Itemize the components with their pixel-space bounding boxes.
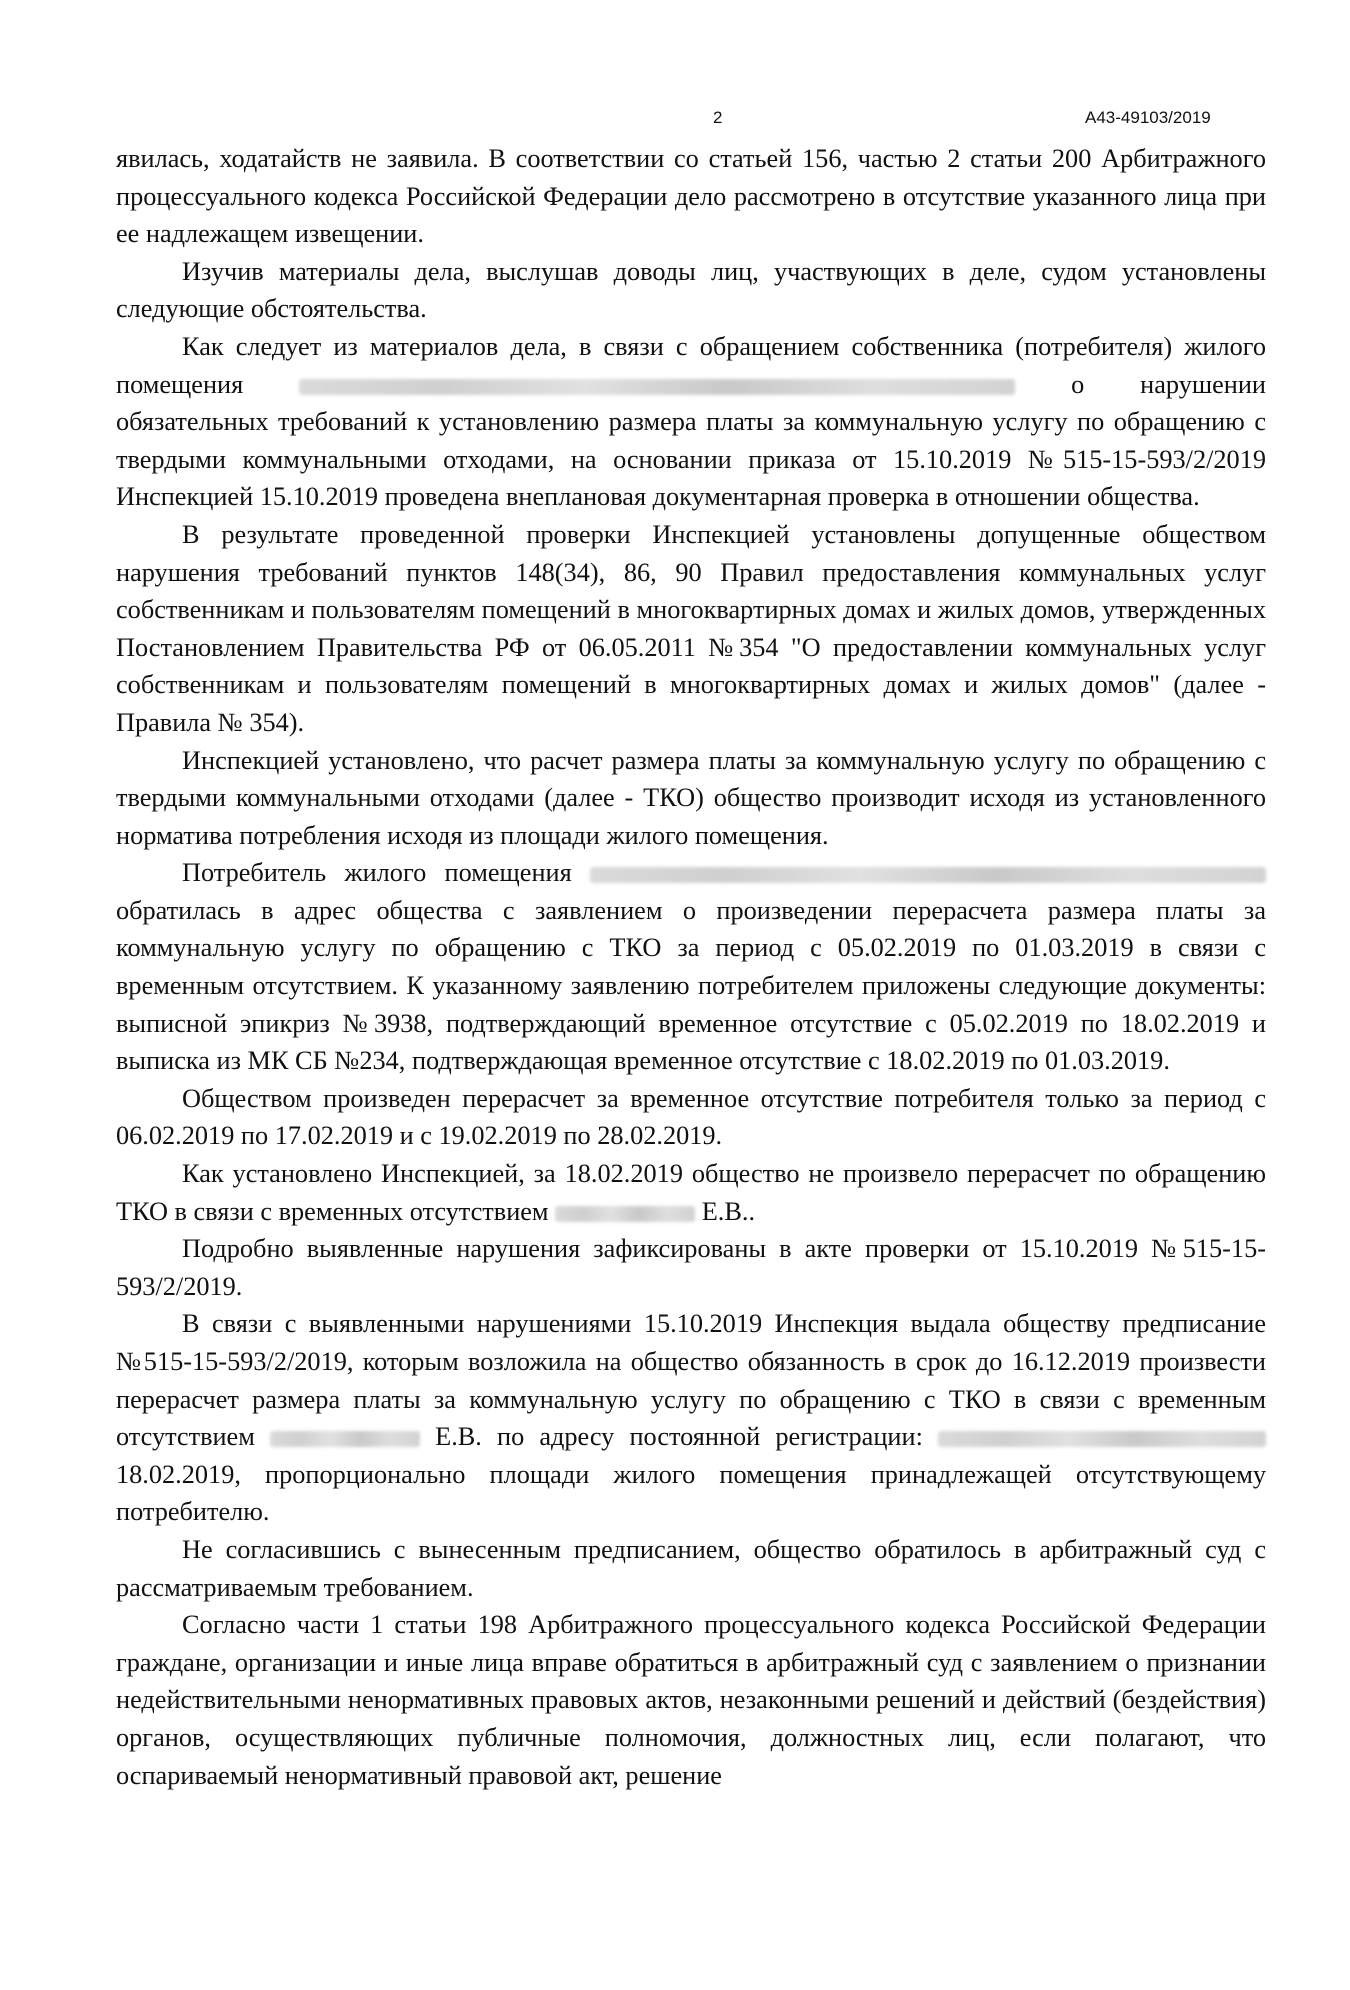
paragraph-10-text-c: 18.02.2019, пропорционально площади жилого помещения принадлежащей отсутствующему потребителю. [116,1459,1266,1527]
redacted-surname [555,1206,695,1222]
paragraph-8 [116,1155,1266,1230]
paragraph-6 [116,854,1266,1080]
paragraph-10-text-b: Е.В. по адресу постоянной регистрации: [435,1422,923,1452]
paragraph-12: Согласно части 1 статьи 198 Арбитражного процессуального кодекса Российской Федерации граждане, организации и иные лица вправе обратиться в арбитражный суд с заявлением о признании недействительными ненормативных правовых актов, незаконными решений и действий (бездействия) органов, осуществляющих публичные полномочия, должностных лиц, если полагают, что оспариваемый ненормативный правовой акт, решение [116,1610,1266,1790]
paragraph-1: явилась, ходатайств не заявила. В соответствии со статьей 156, частью 2 статьи 200 Арбитражного процессуального кодекса Российской Федерации дело рассмотрено в отсутствие указанного лица при ее надлежащем извещении. [116,144,1266,249]
paragraph-2: Изучив материалы дела, выслушав доводы лиц, участвующих в деле, судом установлены следующие обстоятельства. [116,256,1266,324]
paragraph-5: Инспекцией установлено, что расчет размера платы за коммунальную услугу по обращению с твердыми коммунальными отходами (далее - ТКО) общество производит исходя из установленного норматива потребления исходя из площади жилого помещения. [116,745,1266,850]
paragraph-11: Не согласившись с вынесенным предписанием, общество обратилось в арбитражный суд с рассматриваемым требованием. [116,1534,1266,1602]
paragraph-9: Подробно выявленные нарушения зафиксированы в акте проверки от 15.10.2019 №515-15-593/2/2019. [116,1234,1266,1301]
paragraph-6-text-b: обратилась в адрес общества с заявлением о произведении перерасчета размера платы за коммунальную услугу по обращению с ТКО за период с 05.02.2019 по 01.03.2019 в связи с временным отсутствием. К указанному заявлению потребителем приложены следующие документы: выписной эпикриз №3938, подтверждающий временное отсутствие с 05.02.2019 по 18.02.2019 и выписка из МК СБ №234, подтверждающая временное отсутствие с 18.02.2019 по 01.03.2019. [116,895,1266,1076]
paragraph-8-text-a: Как установлено Инспекцией, за 18.02.2019 общество не произвело перерасчет по обращению ТКО в связи с временных отсутствием [116,1159,1266,1226]
page-header [0,108,1350,132]
paragraph-3 [116,328,1266,516]
paragraph-8-text-b: Е.В.. [701,1196,756,1226]
page-number: 2 [713,108,723,127]
paragraph-3-text-b: о нарушении обязательных требований к установлению размера платы за коммунальную услугу по обращению с твердыми коммунальными отходами, на основании приказа от 15.10.2019 №515-15-593/2/2019 Инспекцией 15.10.2019 проведена внеплановая документарная проверка в отношении общества. [116,369,1266,512]
paragraph-3-text-a: Как следует из материалов дела, в связи с обращением собственника (потребителя) жилого помещения [116,331,1266,399]
paragraph-6-text-a: Потребитель жилого помещения [182,858,572,888]
paragraph-10-text-a: В связи с выявленными нарушениями 15.10.2019 Инспекция выдала обществу предписание №515-15-593/2/2019, которым возложила на общество обязанность в срок до 16.12.2019 произвести перерасчет размера платы за коммунальную услугу по обращению с ТКО в связи с временным отсутствием [116,1309,1266,1452]
redacted-surname [270,1431,420,1447]
paragraph-7: Обществом произведен перерасчет за временное отсутствие потребителя только за период с 06.02.2019 по 17.02.2019 и с 19.02.2019 по 28.02.2019. [116,1083,1266,1151]
paragraph-10 [116,1305,1266,1531]
paragraph-4: В результате проведенной проверки Инспекцией установлены допущенные обществом нарушения требований пунктов 148(34), 86, 90 Правил предоставления коммунальных услуг собственникам и пользователям помещений в многоквартирных домах и жилых домов, утвержденных Постановлением Правительства РФ от 06.05.2011 №354 "О предоставлении коммунальных услуг собственникам и пользователям помещений в многоквартирных домах и жилых домов" (далее - Правила № 354). [116,519,1266,737]
document-body [116,140,1266,1794]
redacted-address [938,1431,1266,1447]
case-number: А43-49103/2019 [1085,108,1211,127]
redacted-name [590,867,1266,883]
redacted-name [299,379,1015,395]
